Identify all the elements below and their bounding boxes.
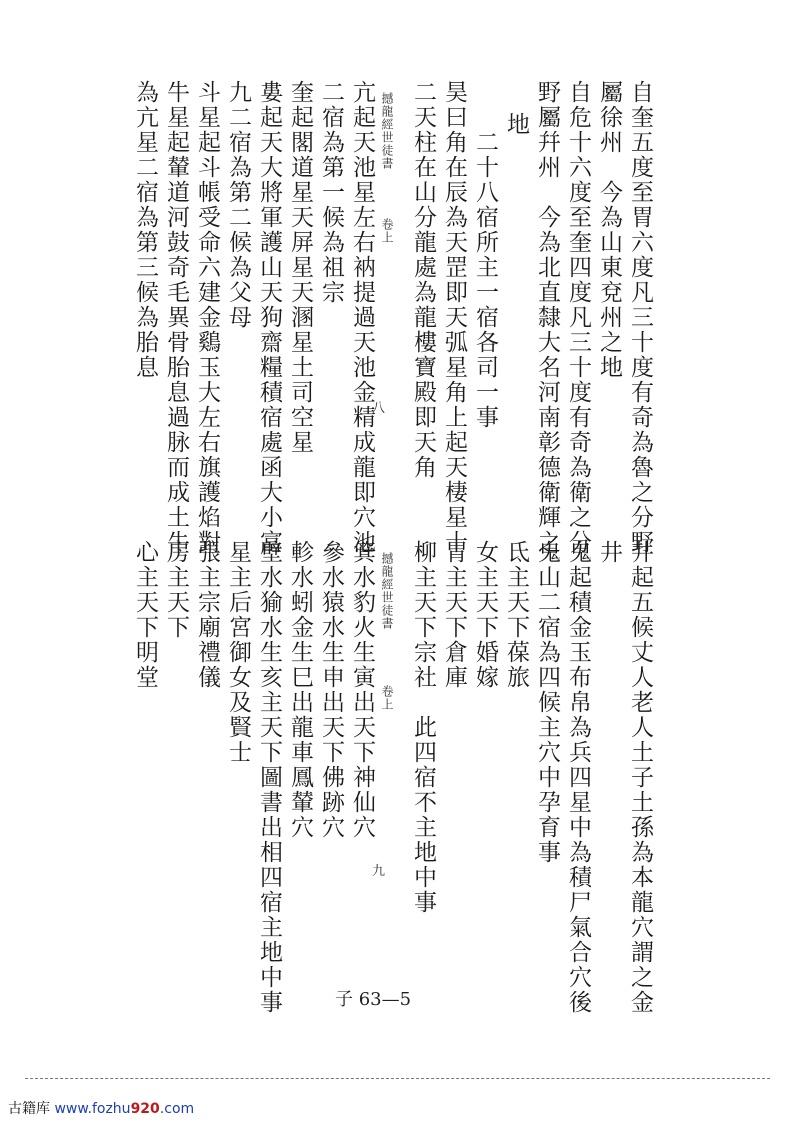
text-column: 奎起閣道星天屏星天溷星土司空星 xyxy=(287,80,313,455)
text-column: 地 xyxy=(503,112,529,137)
text-column: 鬼起積金玉布帛為兵四星中為積尸氣合穴後 xyxy=(565,540,591,1015)
footer-divider xyxy=(25,1078,770,1080)
text-column: 自危十六度至奎四度凡三十度有奇為衛之分 xyxy=(565,80,591,555)
watermark xyxy=(8,1098,194,1118)
text-column: 星主后宮御女及賢士 xyxy=(225,540,251,765)
text-column: 井 xyxy=(596,540,622,565)
text-column: 井起五候丈人老人土子土孫為本龍穴謂之金 xyxy=(627,540,653,1015)
text-column: 自奎五度至胃六度凡三十度有奇為魯之分野 xyxy=(627,80,653,555)
text-column: 柳主天下宗社 此四宿不主地中事 xyxy=(410,540,436,915)
margin-note: 撼龍經世徒書 xyxy=(380,552,394,630)
volume-note: 卷上 xyxy=(380,685,394,711)
text-column: 野屬幷州 今為北直隸大名河南彰德衛輝之 xyxy=(534,80,560,555)
text-column: 張主宗廟禮儀 xyxy=(194,540,220,690)
text-column: 氐主天下葆旅 xyxy=(503,540,529,690)
url-suffix: .com xyxy=(159,1101,195,1117)
page-number: 子 63—5 xyxy=(335,989,412,1010)
text-column: 九二宿為第二候為父母 xyxy=(225,80,251,330)
watermark-url[interactable] xyxy=(54,1101,194,1117)
text-column: 屬徐州 今為山東兗州之地 xyxy=(596,80,622,380)
text-column: 牛星起輦道河鼓奇毛異骨胎息過脉而成土牛 xyxy=(163,80,189,555)
text-column: 斗星起斗帳受命六建金鷄玉大左右旗護焰對 xyxy=(194,80,220,555)
text-column: 二宿為第一候為祖宗 xyxy=(318,80,344,305)
folio-number: 八 xyxy=(372,401,386,416)
text-column: 箕水豹火生寅出天下神仙穴 xyxy=(349,540,375,840)
text-column: 二十八宿所主一宿各司一事 xyxy=(472,130,498,430)
text-column: 婁起天大將軍護山天狗齋糧積宿處函大小富 xyxy=(256,80,282,555)
text-column: 二天柱在山分龍處為龍樓寶殿即天角 xyxy=(410,80,436,480)
text-column: 鬼山二宿為四候主穴中孕育事 xyxy=(534,540,560,865)
url-number: 920 xyxy=(130,1101,160,1117)
text-column: 軫水蚓金生巳出龍車鳳輦穴 xyxy=(287,540,313,840)
text-column: 壁水㺄水生亥主天下圖書出相四宿主地中事 xyxy=(256,540,282,1015)
text-column: 亢起天池星左右衲提過天池金精成龍即穴池 xyxy=(349,80,375,555)
text-column: 房主天下 xyxy=(163,540,189,640)
volume-note: 卷上 xyxy=(380,218,394,244)
text-column: 昊曰角在辰為天罡即天弧星角上起天棲星十 xyxy=(441,80,467,555)
text-column: 女主天下婚嫁 xyxy=(472,540,498,690)
folio-number: 九 xyxy=(372,864,386,879)
url-prefix: www.fozhu xyxy=(54,1101,131,1117)
watermark-label: 古籍库 xyxy=(8,1101,50,1117)
text-column: 為亢星二宿為第三候為胎息 xyxy=(132,80,158,380)
margin-note: 撼龍經世徒書 xyxy=(380,92,394,170)
text-column: 心主天下明堂 xyxy=(132,540,158,690)
text-column: 參水猿水生申出天下佛跡穴 xyxy=(318,540,344,840)
text-column: 胃主天下倉庫 xyxy=(441,540,467,690)
